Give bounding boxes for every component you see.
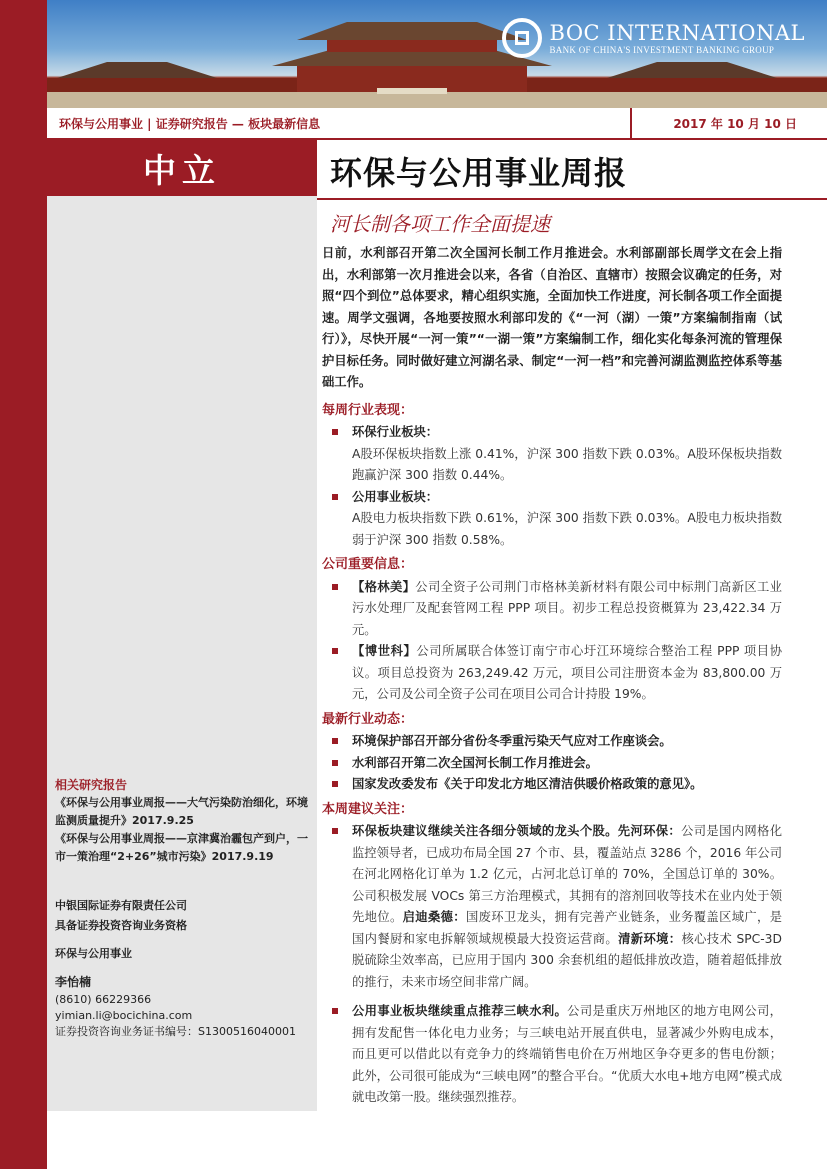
bullet-icon — [332, 738, 338, 744]
boc-logo — [502, 18, 806, 58]
bullet-icon — [332, 648, 338, 654]
list-item — [322, 731, 782, 753]
boc-logo-icon — [502, 18, 542, 58]
report-date: 2017 年 10 月 10 日 — [673, 117, 797, 131]
bullet-icon — [332, 760, 338, 766]
sector-text: A股电力板块指数下跌 0.61%，沪深 300 指数下跌 0.03%。A股电力板块指数弱于沪深 300 指数 0.58%。 — [352, 511, 782, 547]
main-content — [322, 243, 782, 1109]
list-item — [322, 1001, 782, 1109]
company-text: 公司是重庆万州地区的地方电网公司，拥有发配售一体化电力业务；与三峡电站开展直供电，显著减少外购电成本，而且更可以借此以有竞争力的终端销售电价在万州地区争夺更多的售电份额；此外，公司很可能成为“三峡电网”的整合平台。“优质大水电+地方电网”模式成就电改第一股。继续强烈推荐。 — [352, 1004, 782, 1104]
left-accent-bar — [0, 0, 47, 1169]
intro-paragraph: 日前，水利部召开第二次全国河长制工作月推进会。水利部副部长周学文在会上指出，水利部第一次月推进会以来，各省（自治区、直辖市）按照会议确定的任务，对照“四个到位”总体要求，精心组织实施，全面加快工作进度，河长制各项工作全面提速。周学文强调，各地要按照水利部印发的《“一河（湖）一策”方案编制指南（试行）》，尽快开展“一河一策”“一湖一策”方案编制工作，细化实化每条河流的管理保护目标任务。同时做好建立河湖名录、制定“一河一档”和完善河湖监测监控体系等基础工作。 — [322, 246, 782, 389]
bullet-icon — [332, 494, 338, 500]
bullet-icon — [332, 828, 338, 834]
related-heading: 相关研究报告 — [55, 778, 128, 792]
firm-name: 中银国际证券有限责任公司 — [55, 899, 187, 912]
news-text: 水利部召开第二次全国河长制工作月推进会。 — [352, 755, 598, 770]
bullet-icon — [332, 429, 338, 435]
breadcrumb: 环保与公用事业 | 证券研究报告 — 板块最新信息 — [59, 117, 321, 131]
page-title: 环保与公用事业周报 — [330, 154, 628, 192]
divider — [630, 108, 632, 138]
focus-lead: 公用事业板块继续重点推荐三峡水利。 — [352, 1004, 568, 1018]
company-text: 公司全资子公司荆门市格林美新材料有限公司中标荆门高新区工业污水处理厂及配套管网工程 PPP 项目。初步工程总投资概算为 23,422.34 万元。 — [352, 579, 782, 637]
related-report: 《环保与公用事业周报——京津冀治霾包产到户，一市一策治理“2+26”城市污染》2017.9.19 — [55, 832, 308, 863]
bullet-icon — [332, 584, 338, 590]
bullet-icon — [332, 781, 338, 787]
news-text: 国家发改委发布《关于印发北方地区清洁供暖价格政策的意见》。 — [352, 777, 703, 791]
sector-label: 环保与公用事业 — [55, 947, 132, 960]
news-text: 环境保护部召开部分省份冬季重污染天气应对工作座谈会。 — [352, 734, 672, 748]
analyst-license: 证券投资咨询业务证书编号：S1300516040001 — [55, 1025, 296, 1038]
list-item — [322, 774, 782, 796]
company-name: 清新环境： — [618, 931, 682, 946]
analyst-phone: (8610) 66229366 — [55, 993, 152, 1006]
related-report: 《环保与公用事业周报——大气污染防治细化，环境监测质量提升》2017.9.25 — [55, 796, 308, 827]
company-text: 核心技术 SPC-3D 脱硫除尘效率高，已应用于国内 300 余套机组的超低排放改造，随着超低排放的推行，未来市场空间非常广阔。 — [352, 931, 782, 989]
header-banner — [47, 0, 827, 108]
sector-title: 环保行业板块： — [352, 425, 439, 439]
list-item — [322, 753, 782, 775]
sector-title: 公用事业板块： — [352, 489, 439, 504]
brand-name: BOC INTERNATIONAL — [549, 21, 805, 45]
company-tag: 【格林美】 — [352, 579, 416, 594]
company-heading: 公司重要信息： — [322, 557, 414, 572]
firm-qualification: 具备证券投资咨询业务资格 — [55, 919, 187, 932]
bullet-icon — [332, 1008, 338, 1014]
rating-badge: 中立 — [47, 140, 317, 196]
company-text: 公司是国内网格化监控领导者，已成功布局全国 27 个市、县，覆盖站点 3286 个，2016 年公司在河北网格化订单为 1.2 亿元，占河北总订单的 70%，全国总订单的 30%。公司积极发展 VOCs 第三方治理模式，其拥有的溶剂回收等技术在业内处于领先地位。 — [352, 824, 782, 924]
list-item — [322, 487, 782, 552]
company-text: 国废环卫龙头，拥有完善产业链条，业务覆盖区域广，是国内餐厨和家电拆解领域规模最大投资运营商。 — [352, 910, 782, 946]
list-item — [322, 422, 782, 487]
brand-subtitle: BANK OF CHINA'S INVESTMENT BANKING GROUP — [549, 45, 775, 55]
page-subtitle: 河长制各项工作全面提速 — [330, 212, 550, 236]
analyst-name: 李怡楠 — [55, 975, 92, 989]
firm-info — [55, 896, 313, 1040]
list-item — [322, 641, 782, 706]
news-heading: 最新行业动态： — [322, 711, 414, 727]
company-text: 公司所属联合体签订南宁市心圩江环境综合整治工程 PPP 项目协议。项目总投资为 263,249.42 万元，项目公司注册资本金为 83,800.00 万元，公司及公司全资子公司在项目公司合计持股 19%。 — [352, 644, 782, 701]
sector-text: A股环保板块指数上涨 0.41%，沪深 300 指数下跌 0.03%。A股环保板块指数跑赢沪深 300 指数 0.44%。 — [352, 446, 782, 482]
list-item — [322, 577, 782, 642]
company-name: 先河环保： — [617, 824, 682, 838]
list-item — [322, 821, 782, 993]
focus-heading: 本周建议关注： — [322, 801, 414, 817]
weekly-heading: 每周行业表现： — [322, 402, 414, 418]
focus-lead: 环保板块建议继续关注各细分领域的龙头个股。 — [352, 824, 618, 838]
report-info-bar — [47, 108, 827, 140]
title-divider — [317, 198, 827, 200]
related-reports — [55, 776, 313, 866]
analyst-email[interactable]: yimian.li@bocichina.com — [55, 1009, 193, 1022]
company-tag: 【博世科】 — [352, 644, 417, 658]
company-name: 启迪桑德： — [402, 910, 466, 924]
